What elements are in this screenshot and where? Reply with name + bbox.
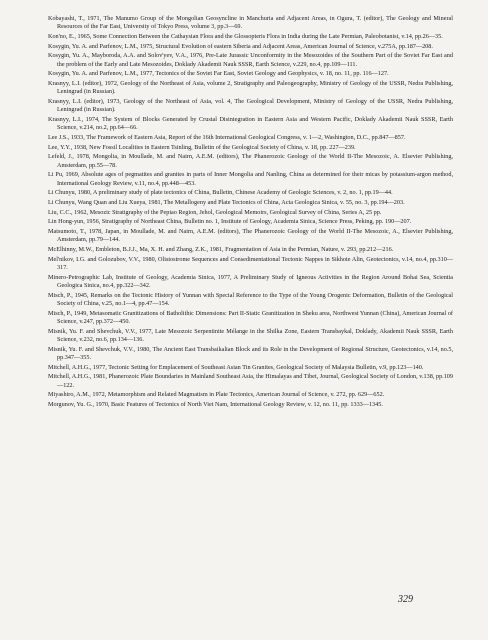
reference-entry: Minero-Petrographic Lab, Institute of Geology, Academia Sinica, 1977, A Preliminary Study of Igneous Activities in the Region Around Bohai Sea, Scientia Geologica Sinica, no.4, pp.322—342. xyxy=(48,273,453,290)
reference-entry: Morgunov, Yu. G., 1970, Basic Features of Tectonics of North Viet Nam, International Geology Review, v. 12, no. 11, pp. 1333—1345. xyxy=(48,401,383,409)
reference-entry: Lee J.S., 1933, The Framework of Eastern Asia, Report of the 16th International Geological Congress, v. 1—2, Washington, D.C., pp.847—857. xyxy=(48,133,406,141)
reference-entry: Matsumoto, T., 1978, Japan, in Moullade, M. and Nairn, A.E.M. (editors), The Phanerozoic Geology of the World II-The Mesozoic, A., Elsevier Publishing, Amsterdam, pp.79—144. xyxy=(48,228,453,244)
reference-entry: Lee, Y.Y., 1938, New Fossil Localities in Eastern Tsinling, Bulletin of the Geological Society of China, v. 18, pp. 227—239. xyxy=(48,143,356,151)
reference-entry: Misnik, Yu. F. and Shevchuk, V.V., 1980, The Ancient East Transbaikalian Block and its Role in the Development of Regional Structure, Geotectonics, v.14, no.5, pp.347—355. xyxy=(48,345,453,361)
reference-entry: Lefeld, J., 1978, Mongolia, in Moullade, M. and Nairn, A.E.M. (editors), The Phanerozoic Geology of the World II-The Mesozoic, A. Elsevier Publishing, Amsterdam, pp.55—78. xyxy=(48,153,453,169)
reference-entry: Misnik, Yu. F. and Shevchuk, V.V., 1977, Late Mesozoic Serpentinite Mélange in the Shilka Zone, Eastern Transbaykal, Doklady, Akademii Nauk SSSR, Earth Science, v.232, no.6, pp.134—136. xyxy=(48,327,453,343)
reference-entry: Li Pu, 1969, Absolute ages of pegmatites and granites in parts of Inner Mongolia and Nanling, China as determined for their micas by potassium-argon method, International Geology Review, v.11, no.4, pp.448—453. xyxy=(48,171,453,187)
reference-entry: Liu, C.C., 1962, Mesozic Stratigraphy of the Pepiao Region, Jehol, Geological Memoirs, Geological Survey of China, Series A, 25 pp. xyxy=(48,208,382,216)
reference-entry: Kosygin, Yu. A., Mayboroda, A.A. and Solov'yev, V.A., 1976, Pre-Late Jurassic Unconformity in the Mesozoides of the Southern Part of the Soviet Far East and the problem of the Early and Late Mesozoides, Doklady Akademii Nauk SSSR, Earth Science, v.229, no.4, pp.109—111. xyxy=(48,52,453,68)
reference-entry: Krasnyy, L.I. (editor), 1973, Geology of the Northeast of Asia, vol. 4, The Geological Development, Ministry of Geology of the USSR, Nedra Publishing, Leningrad (in Russian). xyxy=(48,98,453,114)
reference-entry: Kosygin, Yu. A. and Parfenov, L.M., 1975, Structural Evolution of eastern Siberia and Adjacent Areas, American Journal of Science, v.275A, pp.187—208. xyxy=(48,42,433,50)
reference-entry: Lin Hong-yun, 1956, Stratigraphy of Northeast China, Bulletin no. 1, Institute of Geology, Academia Sinica, Science Press, Peking, pp. 190—207. xyxy=(48,218,412,226)
reference-entry: Kobayashi, T., 1971, The Manumo Group of the Mongolian Geosyncline in Manchuria and Adjacent Areas, in Ogura, T. (editor), The Geology and Mineral Resources of the Far East, University of Tokyo Press, volume 3, pp.3—69. xyxy=(48,15,453,31)
reference-entry: Mitchell, A.H.G., 1977, Tectonic Setting for Emplacement of Southeast Asian Tin Granites, Geological Society of Malaysia Bulletin, v.9, pp.123—140. xyxy=(48,363,424,371)
reference-entry: Li Chunyu, 1980, A preliminary study of plate tectonics of China, Bulletin, Chinese Academy of Geologic Sciences, v. 2, no. 1, pp.19—44. xyxy=(48,189,393,197)
page-number: 329 xyxy=(398,594,413,605)
reference-entry: Misch, P., 1945, Remarks on the Tectonic History of Yunnan with Special Reference to the Type of the Young Orogenic Deformation, Bulletin of the Geological Society of China, v.25, no.1—4, pp.47—154. xyxy=(48,291,453,308)
reference-entry: Mel'nikov, I.G. and Golozubov, V.V., 1980, Olistostrome Sequences and Consedimentational Tectonic Nappes in Sikhote Alin, Geotectonics, v.14, no.4, pp.310—317. xyxy=(48,255,453,272)
reference-entry: Misch, P., 1949, Metasomatic Granitizations of Batholithic Dimensions: Part II-Static Granitization in Sheku area, Northwest Yunnan (China), American Journal of Science, v.247, pp.372—450. xyxy=(48,309,453,325)
reference-entry: McElhinny, M.W., Embleton, B.J.J., Ma, X. H. and Zhang, Z.K., 1981, Fragmentation of Asia in the Permian, Nature, v. 293, pp.212—216. xyxy=(48,246,394,254)
reference-entry: Krasnyy, L.I., 1974, The System of Blocks Generated by Crustal Disintegration in Eastern Asia and Western Pacific, Doklady Akademii Nauk SSSR, Earth Science, v.214, no.2, pp.64—66. xyxy=(48,116,453,132)
reference-entry: Mitchell, A.H.G., 1981, Phanerozoic Plate Boundaries in Mainland Southeast Asia, the Himalayas and Tibet, Journal, Geological Society of London, v.138, pp.109—122. xyxy=(48,373,453,389)
reference-entry: Li Chunyu, Wang Quan and Liu Xueya, 1981, The Metallogeny and Plate Tectonics of China, Acta Geologica Sinica, v. 55, no. 3, pp.194—203. xyxy=(48,199,405,207)
reference-entry: Kon'no, E., 1965, Some Connection Between the Cathaysian Flora and the Glossopteris Flora in India during the Late Permian, Paleobotanist, v.14, pp.26—35. xyxy=(48,32,443,40)
reference-entry: Miyashiro, A.M., 1972, Metamorphism and Related Magmatism in Plate Tectonics, American Journal of Science, v. 272, pp. 629—652. xyxy=(48,391,385,399)
reference-entry: Kosygin, Yu. A. and Parfenov, L.M., 1977, Tectonics of the Soviet Far East, Soviet Geology and Geophysics, v. 18, no. 11, pp. 116—127. xyxy=(48,70,389,78)
reference-list xyxy=(48,15,453,411)
reference-entry: Krasnyy, L.I. (editor), 1972, Geology of the Northeast of Asia, volume 2, Stratigraphy and Paleogeography, Ministry of Geology of the USSR, Nedra Publishing, Leningrad (in Russian). xyxy=(48,80,453,96)
